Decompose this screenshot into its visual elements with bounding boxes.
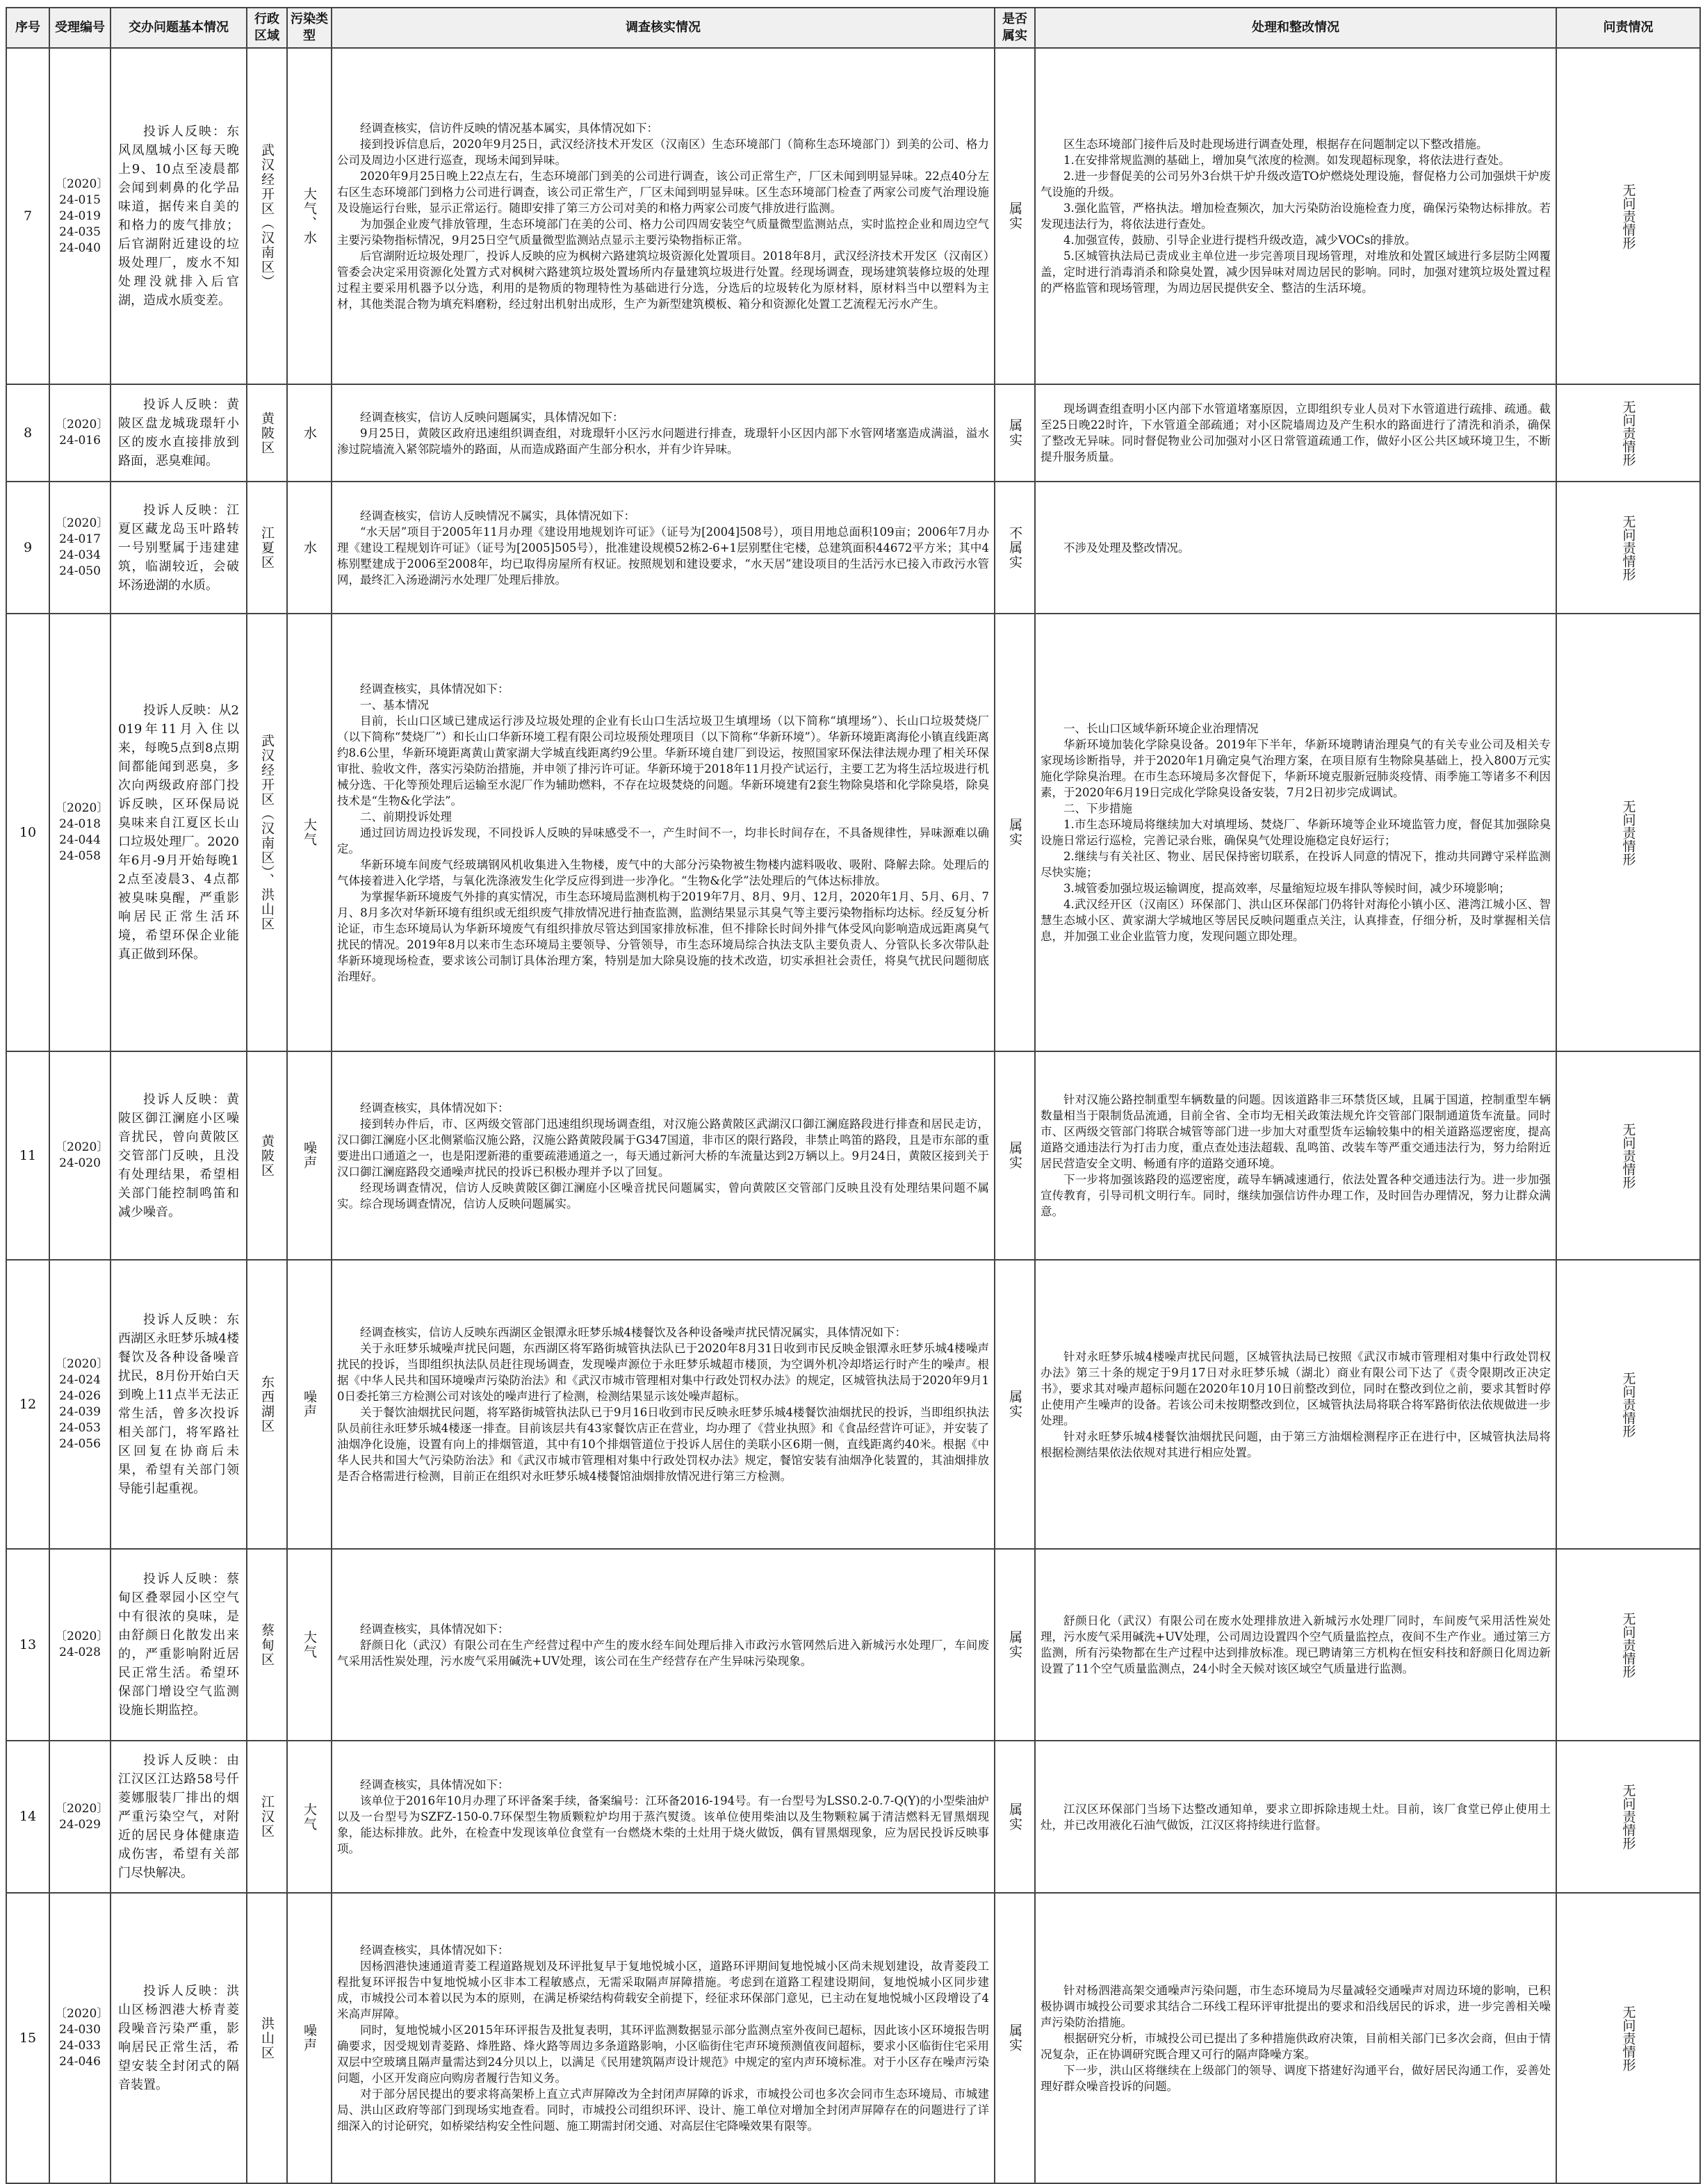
investigation-paragraph: 经调查核实，具体情况如下： [360, 1778, 509, 1791]
pollution-type-text: 大气 [302, 1630, 317, 1659]
pollution-type [287, 48, 332, 384]
district [247, 1549, 287, 1741]
handling-details [1035, 384, 1556, 482]
problem-text: 投诉人反映：洪山区杨泗港大桥青菱段噪音污染严重，影响居民正常生活，希望安装全封闭式的隔音装置。 [118, 1984, 239, 2092]
pollution-type-text: 噪声 [302, 1390, 317, 1419]
is-true [995, 48, 1035, 384]
table-header-row [6, 8, 1700, 48]
case-id: 24-053 [59, 1421, 101, 1435]
table-row [6, 1741, 1700, 1893]
investigation-details [332, 48, 995, 384]
case-ids [49, 1260, 111, 1549]
investigation-paragraph: 后官湖附近垃圾处理厂，投诉人反映的应为枫树六路建筑垃圾资源化处置项目。2018年8月，武汉经济技术开发区（汉南区）管委会决定采用资源化处置方式对枫树六路建筑垃圾处置场所内存量建筑垃圾进行处置。经现场调查，现场建筑装修垃圾的处理过程主要采用机器予以分选，利用的是物质的物理特性为基础进行分选，分选后的垃圾转化为原材料，原材料当中以塑料为主材，其他类混合物为填充料磨粉，经过射出机射出成形，生产为新型建筑模板、箱分和资源化处置工艺流程无污水产生。 [337, 249, 989, 311]
header-district: 行政区域 [247, 8, 287, 48]
case-id: 24-028 [59, 1645, 101, 1659]
investigation-paragraph: 舒颜日化（武汉）有限公司在生产经营过程中产生的废水经车间处理后排入市政污水管网然后进入新城污水处理厂，车间废气采用活性炭处理，污水废气采用碱洗+UV处理，该公司在生产经营存在产生异味污染现象。 [337, 1638, 989, 1668]
accountability-text: 无问责情形 [1620, 2005, 1636, 2071]
row-number: 11 [6, 1051, 49, 1260]
pollution-type-text: 噪声 [302, 2023, 317, 2053]
handling-paragraph: 2.进一步督促美的公司另外3台烘干炉升级改造TO炉燃烧处理设施，督促格力公司加强烘干炉废气设施的升级。 [1041, 170, 1551, 199]
case-id: 24-040 [59, 240, 101, 255]
table-row [6, 384, 1700, 482]
is-true-text: 属实 [1007, 202, 1022, 231]
case-id: 24-020 [59, 1156, 101, 1170]
complaint-table [6, 7, 1701, 2184]
pollution-type [287, 482, 332, 614]
district [247, 1260, 287, 1549]
investigation-paragraph: 9月25日，黄陂区政府迅速组织调查组，对珑璟轩小区污水问题进行排查，珑璟轩小区因内部下水管网堵塞造成满溢，溢水渗过院墙流入紧邻院墙外的路面，从而造成路面产生部分积水，并有少许异味。 [337, 426, 989, 456]
is-true-text: 属实 [1007, 1630, 1022, 1659]
row-number: 9 [6, 482, 49, 614]
is-true-text: 属实 [1007, 818, 1022, 847]
handling-details [1035, 482, 1556, 614]
case-id: 24-046 [59, 2055, 101, 2069]
header-case-id: 受理编号 [49, 8, 111, 48]
case-id: 24-017 [59, 532, 101, 546]
case-ids [49, 1741, 111, 1893]
handling-paragraph: 5.区城管执法局已责成业主单位进一步完善项目现场管理，对堆放和处置区域进行多层防尘网覆盖，定时进行消毒消杀和除臭处置，减少因异味对周边居民的影响。同时，加强对建筑垃圾处置过程的严格监管和现场管理，为周边居民提供安全、整洁的生活环境。 [1041, 249, 1551, 295]
handling-paragraph: 二、下步措施 [1063, 802, 1132, 815]
accountability [1556, 1051, 1700, 1260]
problem-description [111, 48, 247, 384]
handling-paragraph: 1.市生态环境局将继续加大对填埋场、焚烧厂、华新环境等企业环境监管力度，督促其加强除臭设施日常运行巡检，完善记录台账，确保臭气处理设施稳定良好运行； [1041, 818, 1551, 847]
investigation-paragraph: 该单位于2016年10月办理了环评备案手续，备案编号：江环备2016-194号。有一台型号为LSS0.2-0.7-Q(Y)的小型柴油炉以及一台型号为SZFZ-150-0.7环保型生物质颗粒炉均用于蒸汽熨烫。该单位使用柴油以及生物颗粒属于清洁燃料无冒黑烟现象，能达标排放。此外，在检查中发现该单位食堂有一台燃烧木柴的土灶用于烧火做饭，偶有冒黑烟现象，应为居民投诉反映事项。 [337, 1794, 989, 1855]
investigation-paragraph: 经调查核实，信访件反映的情况基本属实，具体情况如下： [360, 122, 658, 135]
investigation-paragraph: 一、基本情况 [360, 698, 429, 712]
case-id: 24-056 [59, 1437, 101, 1451]
row-number: 15 [6, 1893, 49, 2183]
problem-text: 投诉人反映：江夏区藏龙岛玉叶路转一号别墅属于违建建筑，临湖较近，会破坏汤逊湖的水质。 [118, 502, 239, 593]
investigation-details [332, 482, 995, 614]
is-true [995, 384, 1035, 482]
investigation-paragraph: 经调查核实，具体情况如下： [360, 1944, 509, 1957]
handling-paragraph: 不涉及处理及整改情况。 [1063, 541, 1190, 555]
accountability [1556, 1260, 1700, 1549]
handling-paragraph: 针对杨泗港高架交通噪声污染问题，市生态环境局为尽量减轻交通噪声对周边环境的影响，已积极协调市城投公司要求其结合二环线工程环评审批提出的要求和沿线居民的诉求，进一步完善相关噪声污染防治措施。 [1041, 1983, 1551, 2029]
case-id: 24-019 [59, 208, 101, 223]
investigation-paragraph: 关于永旺梦乐城噪声扰民问题，东西湖区将军路街城管执法队已于2020年8月31日收到市民反映金银潭永旺梦乐城4楼噪声扰民的投诉，当即组织执法队员赶往现场调查，发现噪声源位于永旺梦乐城超市楼顶，为空调外机冷却塔运行时产生的噪声。根据《中华人民共和国环境噪声污染防治法》和《武汉市城市管理相对集中行政处罚权办法》的规定，区城管执法局于2020年9月10日委托第三方检测公司对该处的噪声进行了检测，检测结果显示该处噪声超标。 [337, 1342, 989, 1403]
row-number: 8 [6, 384, 49, 482]
accountability [1556, 1549, 1700, 1741]
handling-paragraph: 2.继续与有关社区、物业、居民保持密切联系，在投诉人同意的情况下，推动共同蹲守采样监测尽快实施； [1041, 850, 1551, 879]
pollution-type-text: 大气、水 [302, 187, 317, 245]
case-id: 〔2020〕 [55, 801, 109, 815]
case-id: 24-026 [59, 1389, 101, 1403]
problem-text: 投诉人反映：东风凤凰城小区每天晚上9、10点至凌晨都会闻到刺鼻的化学品味道，据传来自美的和格力的废气排放；后官湖附近建设的垃圾处理厂，废水不知处理没就排入后官湖，造成水质变差。 [118, 124, 239, 308]
problem-description [111, 1051, 247, 1260]
is-true [995, 1741, 1035, 1893]
is-true-text: 属实 [1007, 418, 1022, 448]
pollution-type [287, 1893, 332, 2183]
problem-description [111, 482, 247, 614]
investigation-details [332, 1741, 995, 1893]
handling-details [1035, 1741, 1556, 1893]
case-id: 〔2020〕 [55, 516, 109, 530]
header-handling: 处理和整改情况 [1035, 8, 1556, 48]
pollution-type-text: 水 [302, 540, 317, 555]
case-id: 〔2020〕 [55, 1801, 109, 1816]
handling-paragraph: 4.武汉经开区（汉南区）环保部门、洪山区环保部门仍将针对海伦小镇小区、港湾江城小区、智慧生态城小区、黄家湖大学城地区等居民反映问题重点关注，认真排查，仔细分析，及时掌握相关信息，并加强工业企业监管力度，发现问题立即处理。 [1041, 898, 1551, 943]
accountability-text: 无问责情形 [1620, 1784, 1636, 1850]
handling-paragraph: 4.加强宣传，鼓励、引导企业进行提档升级改造，减少VOCs的排放。 [1063, 233, 1417, 247]
accountability [1556, 1893, 1700, 2183]
header-no: 序号 [6, 8, 49, 48]
handling-details [1035, 1549, 1556, 1741]
problem-text: 投诉人反映：从2019年11月入住以来，每晚5点到8点期间都能闻到恶臭，多次向两级政府部门投诉反映，区环保局说臭味来自江夏区长山口垃圾处理厂。2020年6月-9月开始每晚12点至凌晨3、4点都被臭味臭醒，严重影响居民正常生活环境，希望环保企业能真正做到环保。 [118, 703, 239, 962]
accountability-text: 无问责情形 [1620, 400, 1636, 466]
table-row [6, 1260, 1700, 1549]
row-number: 14 [6, 1741, 49, 1893]
problem-description [111, 1741, 247, 1893]
is-true [995, 614, 1035, 1051]
case-ids [49, 1549, 111, 1741]
handling-paragraph: 区生态环境部门接件后及时赴现场进行调查处理，根据存在问题制定以下整改措施。 [1063, 138, 1488, 151]
investigation-paragraph: 为掌握华新环境废气外排的真实情况，市生态环境局监测机构于2019年7月、8月、9月、12月，2020年1月、5月、6月、7月、8月多次对华新环境有组织或无组织废气排放情况进行抽查监测，监测结果显示其臭气等主要污染物指标均达标。经反复分析论证，市生态环境局认为华新环境废气有组织排放尽管达到国家排放标准，但不排除长时间外排气体受风向影响造成远距离臭气扰民的情况。2019年8月以来市生态环境局主要领导、分管领导，市生态环境局综合执法支队主要负责人、分管队长多次带队赴华新环境现场检查，要求该公司制订具体治理方案，特别是加大除臭设施的技术改造，切实承担社会责任，将臭气扰民问题彻底治理好。 [337, 889, 989, 983]
problem-text: 投诉人反映：由江汉区江达路58号仟菱娜服装厂排出的烟严重污染空气，对附近的居民身体健康造成伤害，希望有关部门尽快解决。 [118, 1753, 239, 1880]
header-problem: 交办问题基本情况 [111, 8, 247, 48]
row-number: 13 [6, 1549, 49, 1741]
district-text: 洪山区 [259, 2016, 275, 2060]
handling-paragraph: 一、长山口区域华新环境企业治理情况 [1063, 722, 1259, 735]
table-row [6, 614, 1700, 1051]
handling-paragraph: 下一步，洪山区将继续在上级部门的领导、调度下搭建好沟通平台，做好居民沟通工作，妥善处理好群众噪音投诉的问题。 [1041, 2063, 1551, 2093]
district-text: 江汉区 [259, 1795, 275, 1839]
handling-details [1035, 1260, 1556, 1549]
pollution-type [287, 614, 332, 1051]
row-number: 10 [6, 614, 49, 1051]
investigation-paragraph: 接到转办件后，市、区两级交管部门迅速组织现场调查组，对汉施公路黄陂区武湖汉口御江澜庭路段进行排查和居民走访，汉口御江澜庭小区北侧紧临汉施公路，汉施公路黄陂段属于G347国道，非市区的限行路段，非禁止鸣笛的路段，且是市东部的重要进出口通道之一，也是阳逻新港的重要疏港通道之一，每天通过新河大桥的车流量达到2万辆以上。9月24日，黄陂区接到关于汉口御江澜庭路段交通噪声扰民的投诉已积极办理并予以了回复。 [337, 1117, 989, 1179]
header-is-true: 是否属实 [995, 8, 1035, 48]
is-true-text: 不属实 [1007, 525, 1022, 570]
handling-paragraph: 1.在安排常规监测的基础上，增加臭气浓度的检测。如发现超标现象，将依法进行查处。 [1063, 154, 1510, 167]
accountability-text: 无问责情形 [1620, 183, 1636, 249]
case-id: 24-039 [59, 1405, 101, 1419]
handling-details [1035, 614, 1556, 1051]
investigation-paragraph: 华新环境车间废气经玻璃钢风机收集进入生物楼，废气中的大部分污染物被生物楼内滤料吸收、吸附、降解去除。处理后的气体接着进入化学塔，与氧化洗涤液发生化学反应得到进一步净化。“生物&化学”法处理后的气体达标排放。 [337, 857, 989, 887]
problem-text: 投诉人反映：蔡甸区叠翠园小区空气中有很浓的臭味，是由舒颜日化散发出来的，严重影响附近居民正常生活。希望环保部门增设空气监测设施长期监控。 [118, 1572, 239, 1718]
investigation-paragraph: 同时，复地悦城小区2015年环评报告及批复表明，其环评监测数据显示部分监测点室外夜间已超标，因此该小区环境报告明确要求，因受规划青菱路、烽胜路、烽火路等周边多条道路影响，小区临街住宅声环境预测值夜间超标，要求小区临街住宅采用双层中空玻璃且隔声量需达到24分贝以上，以满足《民用建筑隔声设计规范》中规定的室内声环境标准。对于小区存在噪声污染问题，小区开发商应向购房者履行告知义务。 [337, 2023, 989, 2085]
handling-paragraph: 3.强化监管，严格执法。增加检查频次，加大污染防治设施检查力度，确保污染物达标排放。若发现违法行为，将依法进行查处。 [1041, 202, 1551, 231]
case-id: 24-034 [59, 548, 101, 562]
handling-details [1035, 48, 1556, 384]
accountability-text: 无问责情形 [1620, 1611, 1636, 1678]
pollution-type-text: 大气 [302, 818, 317, 847]
investigation-paragraph: 为加强企业废气排放管理，生态环境部门在美的公司、格力公司四周安装空气质量微型监测站点，实时监控企业和周边空气主要污染物指标情况，9月25日空气质量微型监测站点显示主要污染物指标正常。 [337, 217, 989, 247]
case-id: 〔2020〕 [55, 1629, 109, 1643]
pollution-type [287, 1051, 332, 1260]
case-id: 〔2020〕 [55, 1357, 109, 1371]
case-id: 24-050 [59, 564, 101, 578]
investigation-details [332, 1051, 995, 1260]
case-ids [49, 482, 111, 614]
district [247, 614, 287, 1051]
district [247, 1741, 287, 1893]
handling-paragraph: 华新环境加装化学除臭设备。2019年下半年，华新环境聘请治理臭气的有关专业公司及相关专家现场诊断指导，并于2020年1月确定臭气治理方案，在项目原有生物除臭基础上，投入800万元实施化学除臭治理。在市生态环境局多次督促下，华新环境克服新冠肺炎疫情、雨季施工等诸多不利因素，于2020年6月19日完成化学除臭设备安装，7月2日初步完成调试。 [1041, 738, 1551, 799]
pollution-type [287, 1260, 332, 1549]
case-id: 24-030 [59, 2023, 101, 2037]
row-number: 12 [6, 1260, 49, 1549]
accountability [1556, 384, 1700, 482]
table-row [6, 48, 1700, 384]
accountability-text: 无问责情形 [1620, 514, 1636, 581]
investigation-paragraph: 接到投诉信息后，2020年9月25日，武汉经济技术开发区（汉南区）生态环境部门（简称生态环境部门）到美的公司、格力公司及周边小区进行巡查，现场未闻到异味。 [337, 138, 989, 167]
accountability [1556, 482, 1700, 614]
investigation-paragraph: 经调查核实，具体情况如下： [360, 1622, 509, 1636]
pollution-type [287, 1549, 332, 1741]
investigation-paragraph: 经调查核实，信访人反映情况不属实，具体情况如下： [360, 509, 635, 523]
is-true [995, 1893, 1035, 2183]
header-investigation: 调查核实情况 [332, 8, 995, 48]
accountability-text: 无问责情形 [1620, 1371, 1636, 1438]
district [247, 1893, 287, 2183]
case-ids [49, 1893, 111, 2183]
header-accountability: 问责情况 [1556, 8, 1700, 48]
row-number: 7 [6, 48, 49, 384]
is-true [995, 1260, 1035, 1549]
handling-paragraph: 根据研究分析，市城投公司已提出了多种措施供政府决策，目前相关部门已多次会商，但由于情况复杂，正在协调研究既合理又可行的隔声降噪方案。 [1041, 2031, 1551, 2061]
is-true-text: 属实 [1007, 1141, 1022, 1170]
investigation-paragraph: 经调查核实，信访人反映东西湖区金银潭永旺梦乐城4楼餐饮及各种设备噪声扰民情况属实，具体情况如下： [360, 1326, 906, 1339]
problem-text: 投诉人反映：东西湖区永旺梦乐城4楼餐饮及各种设备噪音扰民，8月份开始白天到晚上11点半无法正常生活，曾多次投诉相关部门，将军路社区回复在协商后未果，希望有关部门领导能引起重视。 [118, 1313, 239, 1496]
handling-details [1035, 1893, 1556, 2183]
investigation-details [332, 1893, 995, 2183]
problem-description [111, 1549, 247, 1741]
district-text: 东西湖区 [259, 1375, 275, 1434]
pollution-type [287, 1741, 332, 1893]
investigation-paragraph: 经调查核实，具体情况如下： [360, 1101, 509, 1115]
case-ids [49, 384, 111, 482]
table-body [6, 48, 1700, 2183]
table-row [6, 482, 1700, 614]
case-id: 〔2020〕 [55, 2007, 109, 2021]
case-id: 24-044 [59, 833, 101, 847]
case-id: 24-035 [59, 224, 101, 239]
accountability [1556, 48, 1700, 384]
is-true-text: 属实 [1007, 2023, 1022, 2053]
investigation-paragraph: 对于部分居民提出的要求将高架桥上直立式声屏障改为全封闭声屏障的诉求，市城投公司也多次会同市生态环境局、市城建局、洪山区政府等部门到现场实地查看。同时，市城投公司组织环评、设计、施工单位对增加全封闭声屏障存在的问题进行了详细深入的讨论研究，如桥梁结构安全性问题、施工期需封闭交通、对高层住宅降噪效果有限等。 [337, 2087, 989, 2133]
handling-paragraph: 江汉区环保部门当场下达整改通知单，要求立即拆除违规土灶。目前，该厂食堂已停止使用土灶，并已改用液化石油气做饭，江汉区将持续进行监督。 [1041, 1802, 1551, 1832]
case-ids [49, 614, 111, 1051]
case-id: 24-018 [59, 817, 101, 831]
case-id: 24-024 [59, 1373, 101, 1387]
district [247, 1051, 287, 1260]
table-row [6, 1893, 1700, 2183]
district-text: 黄陂区 [259, 1133, 275, 1178]
handling-paragraph: 针对汉施公路控制重型车辆数量的问题。因该道路非三环禁货区域，且属于国道，控制重型车辆数量相当于限制货品流通，目前全省、全市均无相关政策法规允许交管部门限制通道货车流量。同时市、区两级交管部门将联合城管等部门进一步加大对重型货车运输较集中的相关道路巡逻密度，提高道路交通违法行为打击力度，重点查处违法超载、乱鸣笛、改装车等严重交通违法行为，努力给附近居民营造安全文明、畅通有序的道路交通环境。 [1041, 1093, 1551, 1170]
header-pollution-type: 污染类型 [287, 8, 332, 48]
investigation-paragraph: 因杨泗港快速通道青菱工程道路规划及环评批复早于复地悦城小区，道路环评期间复地悦城小区尚未规划建设，故青菱段工程批复环评报告中复地悦城小区非本工程敏感点，无需采取隔声屏障措施。考虑到在道路工程建设期间，复地悦城小区同步建成，市城投公司本着以民为本的原则，在满足桥梁结构荷载安全前提下，经征求环保部门意见，已主动在复地悦城小区段增设了4米高声屏障。 [337, 1960, 989, 2021]
handling-details [1035, 1051, 1556, 1260]
investigation-paragraph: 通过回访周边投诉发现，不同投诉人反映的异味感受不一，产生时间不一，均非长时间存在，不具备规律性，异味源难以确定。 [337, 826, 989, 855]
handling-paragraph: 现场调查组查明小区内部下水管道堵塞原因，立即组织专业人员对下水管道进行疏排、疏通。截至25日晚22时许，下水管道全部疏通；对小区院墙周边及产生积水的路面进行了清洗和消杀，确保了整改无异味。同时督促物业公司加强对小区日常管道疏通工作，做好小区公共区域环境卫生，不断提升服务质量。 [1041, 402, 1551, 463]
district [247, 48, 287, 384]
problem-description [111, 1260, 247, 1549]
district-text: 江夏区 [259, 525, 275, 570]
pollution-type-text: 水 [302, 425, 317, 441]
case-id: 24-029 [59, 1817, 101, 1832]
handling-paragraph: 针对永旺梦乐城4楼餐饮油烟扰民问题，由于第三方油烟检测程序正在进行中，区城管执法局将根据检测结果依法依规对其进行相应处置。 [1041, 1429, 1551, 1459]
case-ids [49, 1051, 111, 1260]
problem-description [111, 384, 247, 482]
investigation-details [332, 384, 995, 482]
investigation-paragraph: 关于餐饮油烟扰民问题，将军路街城管执法队已于9月16日收到市民反映永旺梦乐城4楼餐饮油烟扰民的投诉，当即组织执法队员前往永旺梦乐城4楼逐一排查。目前该层共有43家餐饮店正在营业，均办理了《营业执照》和《食品经营许可证》，并安装了油烟净化设施，设置有向上的排烟管道，其中有10个排烟管道位于投诉人居住的美联小区6期一侧，直线距离约40米。根据《中华人民共和国大气污染防治法》和《武汉市城市管理相对集中行政处罚权办法》规定，餐馆安装有油烟净化装置的，其油烟排放是否合格需进行检测，目前正在组织对永旺梦乐城4楼餐馆油烟排放情况进行第三方检测。 [337, 1406, 989, 1483]
case-id: 〔2020〕 [55, 1140, 109, 1154]
problem-description [111, 614, 247, 1051]
case-id: 〔2020〕 [55, 418, 109, 432]
case-id: 24-015 [59, 192, 101, 207]
table-row [6, 1051, 1700, 1260]
case-ids [49, 48, 111, 384]
is-true [995, 1549, 1035, 1741]
accountability [1556, 614, 1700, 1051]
is-true [995, 482, 1035, 614]
case-id: 〔2020〕 [55, 176, 109, 191]
district-text: 武汉经开区（汉南区）、洪山区 [259, 733, 275, 932]
investigation-paragraph: 经调查核实，具体情况如下： [360, 682, 509, 696]
district [247, 384, 287, 482]
district-text: 蔡甸区 [259, 1623, 275, 1667]
investigation-paragraph: 经现场调查情况，信访人反映黄陂区御江澜庭小区噪音扰民问题属实，曾向黄陂区交管部门反映且没有处理结果问题不属实。综合现场调查情况，信访人反映问题属实。 [337, 1181, 989, 1210]
investigation-paragraph: “水天居”项目于2005年11月办理《建设用地规划许可证》（证号为[2004]508号），项目用地总面积109亩；2006年7月办理《建设工程规划许可证》（证号为[2005]505号），批准建设规模52栋2-6+1层别墅住宅楼，总建筑面积44672平方米；其中4栋别墅建成于2006至2008年，均已取得房屋所有权证。按照规划和建设要求，“水天居”建设项目的生活污水已接入市政污水管网，最终汇入汤逊湖污水处理厂处理后排放。 [337, 525, 989, 586]
handling-paragraph: 下一步将加强该路段的巡逻密度，疏导车辆减速通行，依法处置各种交通违法行为。进一步加强宣传教育，引导司机文明行车。同时，继续加强信访件办理工作，及时回告办理情况，努力让群众满意。 [1041, 1173, 1551, 1218]
is-true-text: 属实 [1007, 1390, 1022, 1419]
district-text: 黄陂区 [259, 411, 275, 455]
district-text: 武汉经开区（汉南区） [259, 143, 275, 289]
investigation-paragraph: 2020年9月25日晚上22点左右，生态环境部门到美的公司进行调查，该公司正常生产，厂区未闻到明显异味。22点40分左右区生态环境部门到格力公司进行调查，该公司正常生产，厂区未闻到明显异味。区生态环境部门检查了两家公司废气治理设施及设施运行台账，显示正常运行。随即安排了第三方公司对美的和格力两家公司废气排放进行监测。 [337, 170, 989, 215]
pollution-type [287, 384, 332, 482]
investigation-paragraph: 目前，长山口区域已建成运行涉及垃圾处理的企业有长山口生活垃圾卫生填埋场（以下简称“填埋场”）、长山口垃圾焚烧厂（以下简称“焚烧厂”）和长山口华新环境工程有限公司垃圾预处理项目（以下简称“华新环境”）。华新环境距离海伦小镇直线距离约8.6公里，华新环境距离黄山黄家湖大学城直线距离约9公里。华新环境自建厂到设运，按照国家环保法律法规办理了相关环保审批、验收文件，落实污染防治措施，并申领了排污许可证。华新环境于2018年11月投产试运行，主要工艺为将生活垃圾进行机械分选、干化等预处理后运输至水泥厂作为辅助燃料，不存在垃圾焚烧的问题。华新环境建有2套生物除臭塔和化学除臭塔，除臭技术是“生物&化学法”。 [337, 714, 989, 807]
accountability-text: 无问责情形 [1620, 1122, 1636, 1189]
problem-description [111, 1893, 247, 2183]
case-id: 24-033 [59, 2039, 101, 2053]
case-id: 24-016 [59, 434, 101, 448]
accountability [1556, 1741, 1700, 1893]
pollution-type-text: 大气 [302, 1802, 317, 1832]
district [247, 482, 287, 614]
investigation-paragraph: 二、前期投诉处理 [360, 810, 452, 823]
case-id: 24-058 [59, 849, 101, 863]
investigation-paragraph: 经调查核实，信访人反映问题属实，具体情况如下： [360, 410, 624, 424]
pollution-type-text: 噪声 [302, 1141, 317, 1170]
table-row [6, 1549, 1700, 1741]
investigation-details [332, 614, 995, 1051]
problem-text: 投诉人反映：黄陂区盘龙城珑璟轩小区的废水直接排放到路面，恶臭难闻。 [118, 397, 239, 468]
investigation-details [332, 1549, 995, 1741]
handling-paragraph: 舒颜日化（武汉）有限公司在废水处理排放进入新城污水处理厂同时，车间废气采用活性炭处理，污水废气采用碱洗+UV处理，公司周边设置四个空气质量监控点，夜间不生产作业。通过第三方监测，所有污染物都在生产过程中达到排放标准。现已聘请第三方机构在恒安科技和舒颜日化周边新设置了11个空气质量监测点，24小时全天候对该区域空气质量进行监测。 [1041, 1614, 1551, 1675]
is-true [995, 1051, 1035, 1260]
handling-paragraph: 3.城管委加强垃圾运输调度，提高效率，尽量缩短垃圾车排队等候时间，减少环境影响； [1063, 882, 1510, 895]
is-true-text: 属实 [1007, 1802, 1022, 1832]
problem-text: 投诉人反映：黄陂区御江澜庭小区噪音扰民，曾向黄陂区交管部门反映，且没有处理结果，希望相关部门能控制鸣笛和减少噪音。 [118, 1092, 239, 1220]
accountability-text: 无问责情形 [1620, 799, 1636, 866]
handling-paragraph: 针对永旺梦乐城4楼噪声扰民问题，区城管执法局已按照《武汉市城市管理相对集中行政处罚权办法》第三十条的规定于9月17日对永旺梦乐城（湖北）商业有限公司下达了《责令限期改正决定书》，要求其对噪声超标问题在2020年10月10日前整改到位，同时在整改到位之前，要求其暂时停止使用产生噪声的设备。若该公司未按期整改到位，区城管执法局将联合将军路街依法依规做进一步处理。 [1041, 1349, 1551, 1427]
investigation-details [332, 1260, 995, 1549]
